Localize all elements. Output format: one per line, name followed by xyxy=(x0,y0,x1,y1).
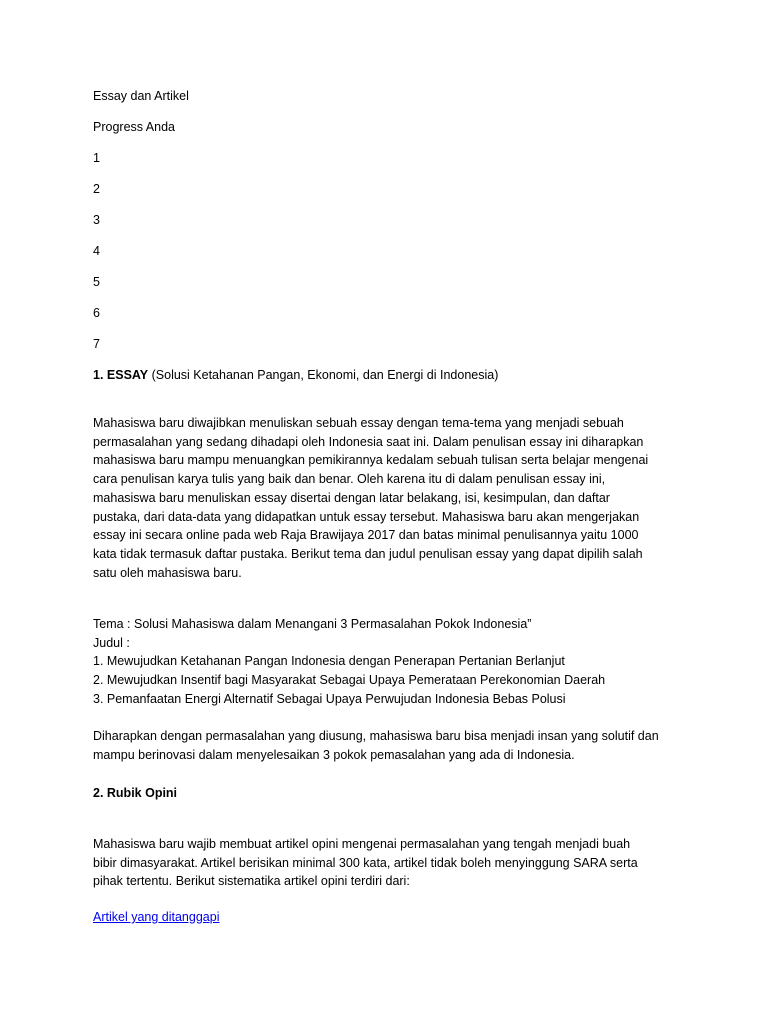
paragraph-line: pustaka, dari data-data yang didapatkan untuk essay tersebut. Mahasiswa baru akan mengerjakan xyxy=(93,509,640,524)
paragraph-line: permasalahan yang sedang dihadapi oleh Indonesia saat ini. Dalam penulisan essay ini diharapkan xyxy=(93,434,644,449)
progress-step: 3 xyxy=(93,213,100,227)
judul-item: 3. Pemanfaatan Energi Alternatif Sebagai Upaya Perwujudan Indonesia Bebas Polusi xyxy=(93,691,566,706)
artikel-link-row xyxy=(93,909,219,925)
paragraph-line: pihak tertentu. Berikut sistematika artikel opini terdiri dari: xyxy=(93,874,410,889)
judul-item: 2. Mewujudkan Insentif bagi Masyarakat Sebagai Upaya Pemerataan Perekonomian Daerah xyxy=(93,673,606,688)
paragraph-line: bibir dimasyarakat. Artikel berisikan minimal 300 kata, artikel tidak boleh menyinggung SARA serta xyxy=(93,855,638,870)
paragraph-line: Mahasiswa baru diwajibkan menuliskan sebuah essay dengan tema-tema yang menjadi sebuah xyxy=(93,416,624,430)
tema-line: Tema : Solusi Mahasiswa dalam Menangani 3 Permasalahan Pokok Indonesia” xyxy=(93,617,532,631)
section1-heading-bold: 1. ESSAY xyxy=(93,368,149,382)
section1-heading-subtitle: (Solusi Ketahanan Pangan, Ekonomi, dan Energi di Indonesia) xyxy=(148,368,499,382)
progress-step: 4 xyxy=(93,244,100,258)
judul-item: 1. Mewujudkan Ketahanan Pangan Indonesia dengan Penerapan Pertanian Berlanjut xyxy=(93,654,565,669)
paragraph-line: kata tidak termasuk daftar pustaka. Berikut tema dan judul penulisan essay yang dapat dipilih salah xyxy=(93,546,643,561)
paragraph-line: satu oleh mahasiswa baru. xyxy=(93,565,242,580)
closing-paragraph xyxy=(93,727,693,764)
progress-step: 7 xyxy=(93,337,100,351)
paragraph-line: mampu berinovasi dalam menyelesaikan 3 pokok pemasalahan yang ada di Indonesia. xyxy=(93,747,575,762)
section1-heading xyxy=(93,367,498,383)
artikel-link[interactable]: Artikel yang ditanggapi xyxy=(93,910,220,924)
section1-paragraph xyxy=(93,414,693,582)
paragraph-line: Diharapkan dengan permasalahan yang diusung, mahasiswa baru bisa menjadi insan yang solutif dan xyxy=(93,729,659,743)
document-title: Essay dan Artikel xyxy=(93,89,189,103)
paragraph-line: essay ini secara online pada web Raja Brawijaya 2017 dan batas minimal penulisannya yaitu 1000 xyxy=(93,528,639,543)
progress-step: 6 xyxy=(93,306,100,320)
paragraph-line: cara penulisan karya tulis yang baik dan benar. Oleh karena itu di dalam penulisan essay ini, xyxy=(93,472,606,487)
tema-block xyxy=(93,615,693,709)
progress-step: 1 xyxy=(93,151,100,165)
judul-label: Judul : xyxy=(93,635,130,650)
paragraph-line: mahasiswa baru mampu menuangkan pemikirannya kedalam sebuah tulisan serta belajar mengenai xyxy=(93,453,649,468)
paragraph-line: mahasiswa baru menuliskan essay disertai dengan latar belakang, isi, kesimpulan, dan daftar xyxy=(93,490,610,505)
section2-paragraph xyxy=(93,835,693,891)
section2-heading: 2. Rubik Opini xyxy=(93,786,178,800)
progress-label: Progress Anda xyxy=(93,120,175,134)
progress-step: 2 xyxy=(93,182,100,196)
paragraph-line: Mahasiswa baru wajib membuat artikel opini mengenai permasalahan yang tengah menjadi buah xyxy=(93,837,631,851)
progress-step: 5 xyxy=(93,275,100,289)
